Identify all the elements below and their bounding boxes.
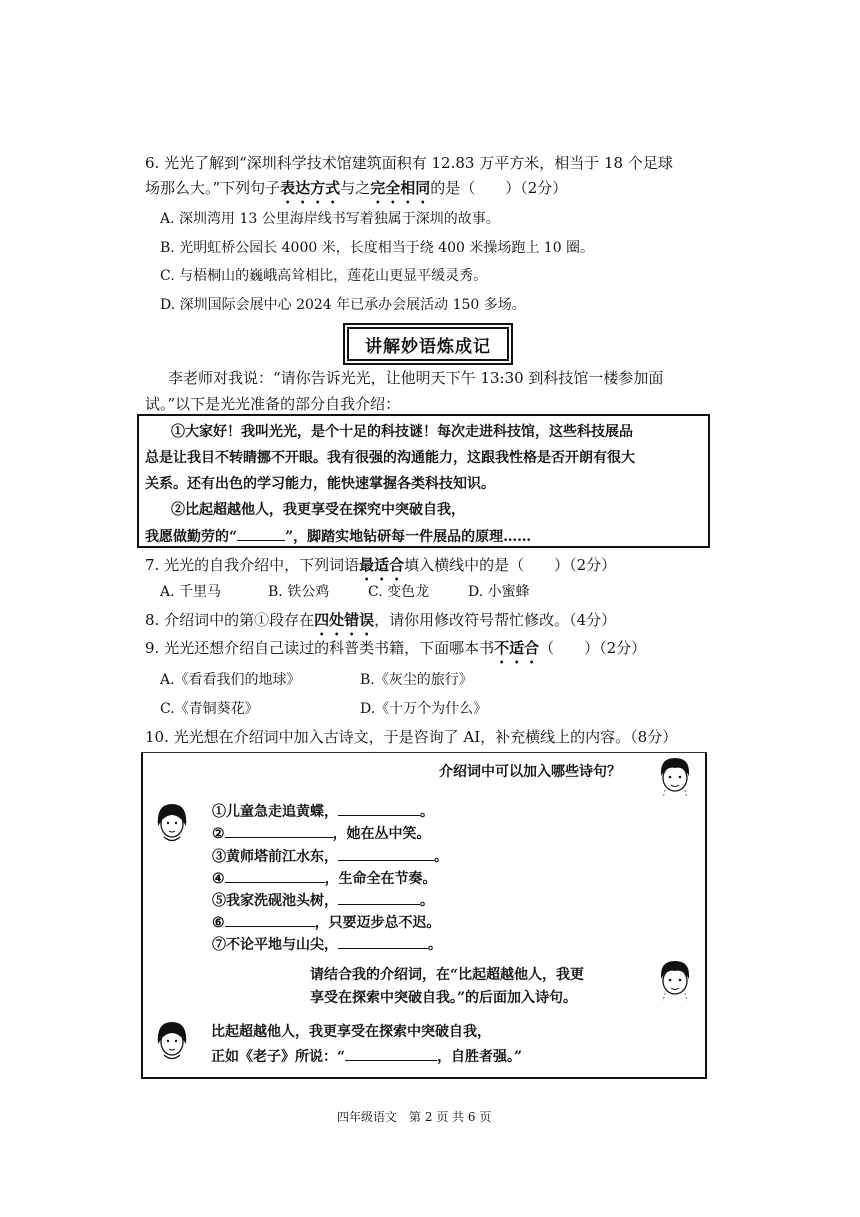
- intro-p2-text: ②比起超越他人，我更享受在探究中突破自我，: [171, 502, 465, 518]
- q9-option-a: A.《看看我们的地球》: [160, 672, 301, 688]
- poem-line-1-post: 。: [420, 804, 434, 820]
- q9-option-c: C.《青铜葵花》: [160, 701, 259, 717]
- q6-emphasis-identical: 完全相同: [370, 179, 431, 197]
- intro-p2-text-b: ”，脚踏实地钻研每一件展品的原理……: [285, 529, 532, 545]
- prompt-line1: 李老师对我说：“请你告诉光光，让他明天下午 13:30 到科技馆一楼参加面: [168, 369, 664, 387]
- poem-line-2: [212, 822, 431, 844]
- poem-line-2-post: ，她在丛中笑。: [332, 826, 431, 842]
- intro-p2-text-a: 我愿做勤劳的“: [145, 529, 238, 545]
- poem-line-7-post: 。: [428, 937, 442, 953]
- girl-avatar-icon: [152, 800, 192, 846]
- poem-line-3-post: 。: [434, 849, 448, 865]
- section-title: 讲解妙语炼成记: [347, 327, 509, 361]
- poem-line-6-post: ，只要迈步总不迟。: [314, 915, 441, 931]
- poem-blank-1[interactable]: [338, 800, 420, 816]
- q8-stem: [145, 610, 616, 639]
- poem-blank-2[interactable]: [225, 822, 333, 838]
- poem-line-2-pre: ②: [212, 826, 225, 842]
- poem-line-1: [212, 800, 434, 822]
- q8-emphasis: 四处错误: [314, 611, 375, 629]
- q8-stem-text-a: 8. 介绍词中的第①段存在: [145, 611, 315, 629]
- q9-option-d: D.《十万个为什么》: [360, 701, 488, 717]
- intro-p1-line2: 总是让我目不转睛挪不开眼。我有很强的沟通能力，这跟我性格是否开朗有很大: [145, 450, 635, 466]
- poem-line-5: [212, 889, 434, 911]
- boy-avatar-icon-2: [655, 957, 695, 1003]
- q9-emphasis: 不适合: [494, 639, 540, 657]
- poem-line-5-post: 。: [420, 893, 434, 909]
- q6-stem-line1: 6. 光光了解到“深圳科学技术馆建筑面积有 12.83 万平方米，相当于 18 个足球: [145, 154, 673, 172]
- boy-avatar-icon: [655, 754, 695, 800]
- page-footer: 四年级语文 第 2 页 共 6 页: [337, 1110, 492, 1124]
- poem-line-1-pre: ①儿童急走追黄蝶，: [212, 804, 338, 820]
- q10-stem: 10. 光光想在介绍词中加入古诗文，于是咨询了 AI，补充横线上的内容。（8分）: [145, 728, 678, 746]
- poem-line-6-pre: ⑥: [212, 915, 225, 931]
- q6-stem-text-b: 与之: [340, 179, 371, 197]
- q6-option-c: C. 与梧桐山的巍峨高耸相比，莲花山更显平缓灵秀。: [160, 268, 488, 284]
- poem-line-3-pre: ③黄师塔前江水东，: [212, 849, 338, 865]
- q7-option-b: B. 铁公鸡: [268, 584, 330, 600]
- q6-emphasis-expression: 表达方式: [280, 179, 341, 197]
- intro-p1-line1: ①大家好！我叫光光，是个十足的科技谜！每次走进科技馆，这些科技展品: [171, 424, 633, 440]
- q9-stem: [145, 638, 646, 667]
- poem-blank-4[interactable]: [225, 867, 325, 883]
- q9-stem-text-b: （ ）（2分）: [539, 639, 647, 657]
- intro-p2-line2: [145, 525, 531, 547]
- q6-stem-text-a: 场那么大。”下列句子: [145, 179, 281, 197]
- q8-stem-text-b: ，请你用修改符号帮忙修改。（4分）: [374, 611, 617, 629]
- poem-line-4-post: ，生命全在节奏。: [324, 871, 437, 887]
- girl-avatar-icon-2: [152, 1018, 192, 1064]
- poem-line-7-pre: ⑦不论平地与山尖，: [212, 937, 338, 953]
- poem-line-6: [212, 911, 441, 933]
- intro-p2-line1: [171, 500, 720, 520]
- ai-question-bubble: 介绍词中可以加入哪些诗句？: [439, 764, 621, 780]
- q7-option-a: A. 千里马: [160, 584, 222, 600]
- poem-blank-5[interactable]: [338, 889, 420, 905]
- poem-line-7: [212, 933, 442, 955]
- request-line1: 请结合我的介绍词，在“比起超越他人，我更: [310, 967, 585, 983]
- answer-line2: [211, 1045, 522, 1067]
- intro-wavy-underline: [465, 500, 720, 520]
- poem-line-3: [212, 845, 448, 867]
- answer-text-b: ，自胜者强。”: [437, 1049, 523, 1065]
- poem-line-5-pre: ⑤我家洗砚池头树，: [212, 893, 338, 909]
- q6-option-a: A. 深圳湾用 13 公里海岸线书写着独属于深圳的故事。: [160, 211, 500, 227]
- answer-line1: 比起超越他人，我更享受在探索中突破自我，: [211, 1024, 491, 1040]
- q7-stem-text-a: 7. 光光的自我介绍中，下列词语: [145, 556, 360, 574]
- poem-blank-7[interactable]: [338, 933, 428, 949]
- intro-blank[interactable]: [237, 525, 285, 541]
- prompt-line2: 试。”以下是光光准备的部分自我介绍：: [145, 395, 401, 413]
- q6-stem-text-c: 的是（ ）（2分）: [430, 179, 568, 197]
- q7-stem: [145, 555, 616, 584]
- request-line2: 享受在探索中突破自我。”的后面加入诗句。: [310, 990, 578, 1006]
- answer-blank[interactable]: [345, 1045, 437, 1061]
- poem-blank-6[interactable]: [225, 911, 315, 927]
- q6-stem-line2: [145, 178, 567, 207]
- intro-p1-line3: 关系。还有出色的学习能力，能快速掌握各类科技知识。: [145, 476, 495, 492]
- answer-text-a: 正如《老子》所说：“: [211, 1049, 346, 1065]
- poem-blank-3[interactable]: [338, 845, 434, 861]
- q7-option-c: C. 变色龙: [368, 584, 430, 600]
- q6-option-d: D. 深圳国际会展中心 2024 年已承办会展活动 150 多场。: [160, 297, 526, 313]
- q7-emphasis: 最适合: [359, 556, 405, 574]
- q7-stem-text-b: 填入横线中的是（ ）（2分）: [404, 556, 617, 574]
- poem-line-4-pre: ④: [212, 871, 225, 887]
- q9-stem-text-a: 9. 光光还想介绍自己读过的科普类书籍，下面哪本书: [145, 639, 495, 657]
- q9-option-b: B.《灰尘的旅行》: [360, 672, 473, 688]
- poem-line-4: [212, 867, 437, 889]
- q6-option-b: B. 光明虹桥公园长 4000 米，长度相当于绕 400 米操场跑上 10 圈。: [160, 240, 595, 256]
- q7-option-d: D. 小蜜蜂: [468, 584, 530, 600]
